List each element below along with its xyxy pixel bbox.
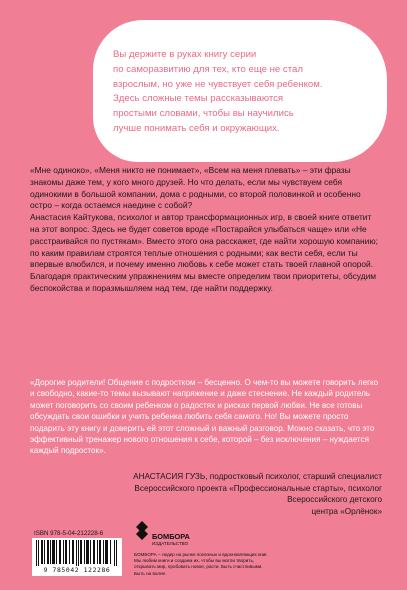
barcode-digits: 9 785042 122286: [43, 566, 111, 574]
publisher-description: БОМБОРА – лидер на рынке полезных и вдохновляющих книг. Мы любим книги и создаем их, чтобы вы могли творить, открывать мир, пробовать новое, расти. Быть счастливыми. Быть на волне.: [134, 552, 268, 576]
intro-line: Здесь сложные темы рассказываются: [113, 93, 284, 105]
review-quote: [30, 377, 380, 457]
attribution-line-1: АНАСТАСИЯ ГУЗЬ, подростковый психолог, старший специалист: [133, 472, 382, 481]
isbn-label: ISBN 978-5-04-212228-6: [34, 530, 104, 537]
intro-line: по саморазвитию для тех, кто еще не стал: [113, 63, 303, 75]
attribution-line-3: Всероссийского детского: [287, 495, 382, 505]
intro-line: Вы держите в руках книгу серии: [113, 49, 257, 60]
description: [30, 165, 380, 295]
intro-line: простыми словами, чтобы вы научились: [113, 108, 294, 120]
intro-line: взрослым, но уже не чувствует себя ребенком.: [113, 78, 323, 90]
publisher-subtitle: ИЗДАТЕЛЬСТВО: [152, 541, 189, 546]
intro-text: [113, 48, 375, 137]
attribution-line-2: Всероссийского проекта «Профессиональные старты», психолог: [134, 483, 382, 493]
intro-line: лучше понимать себя и окружающих.: [113, 122, 280, 134]
description-paragraph-1: «Мне одиноко», «Меня никто не понимает», «Всем на меня плевать» – эти фразы знакомы даже тем, у кого много друзей. Но что делать, если мы чувствуем себя одинокими в большой компании, дома с родными, со второй половинкой и особенно остро – когда остаемся наедине с собой?: [30, 165, 361, 211]
quote-text: «Дорогие родители! Общение с подростком – бесценно. О чем-то вы можете говорить легко и свободно, какие-то темы вызывают напряжение и даже стеснение. Не каждый родитель может поговорить со своим ребенком о радостях и рисках первой любви. Не все готовы обсуждать свои ошибки и учить ребенка любить себя самого. Но! Вы можете просто подарить эту книгу и доверить ей этот сложный и важный разговор. Можно сказать, что это эффективный тренажер нового отношения к себе, которой – без исключения – нуждается каждый подросток».: [30, 378, 379, 456]
publisher-name: БОМБОРА: [152, 532, 190, 541]
attribution-line-4: центра «Орлёнок»: [311, 506, 382, 516]
quote-attribution: [36, 471, 382, 517]
description-paragraph-2: Анастасия Кайтукова, психолог и автор трансформационных игр, в своей книге ответит на этот вопрос. Здесь не будет советов вроде «Постарайся улыбаться чаще» или «Не расстраивайся по пустякам». Вместо этого она расскажет, где найти хорошую компанию; по каким правилам строятся теплые отношения с родными; как вести себя, если ты впервые влюбился, и почему именно любовь к себе может стать твоей главной опорой. Благодаря практическим упражнениям мы вместе определим твои приоритеты, обсудим беспокойства и поразмышляем над тем, где найти поддержку.: [30, 212, 378, 293]
